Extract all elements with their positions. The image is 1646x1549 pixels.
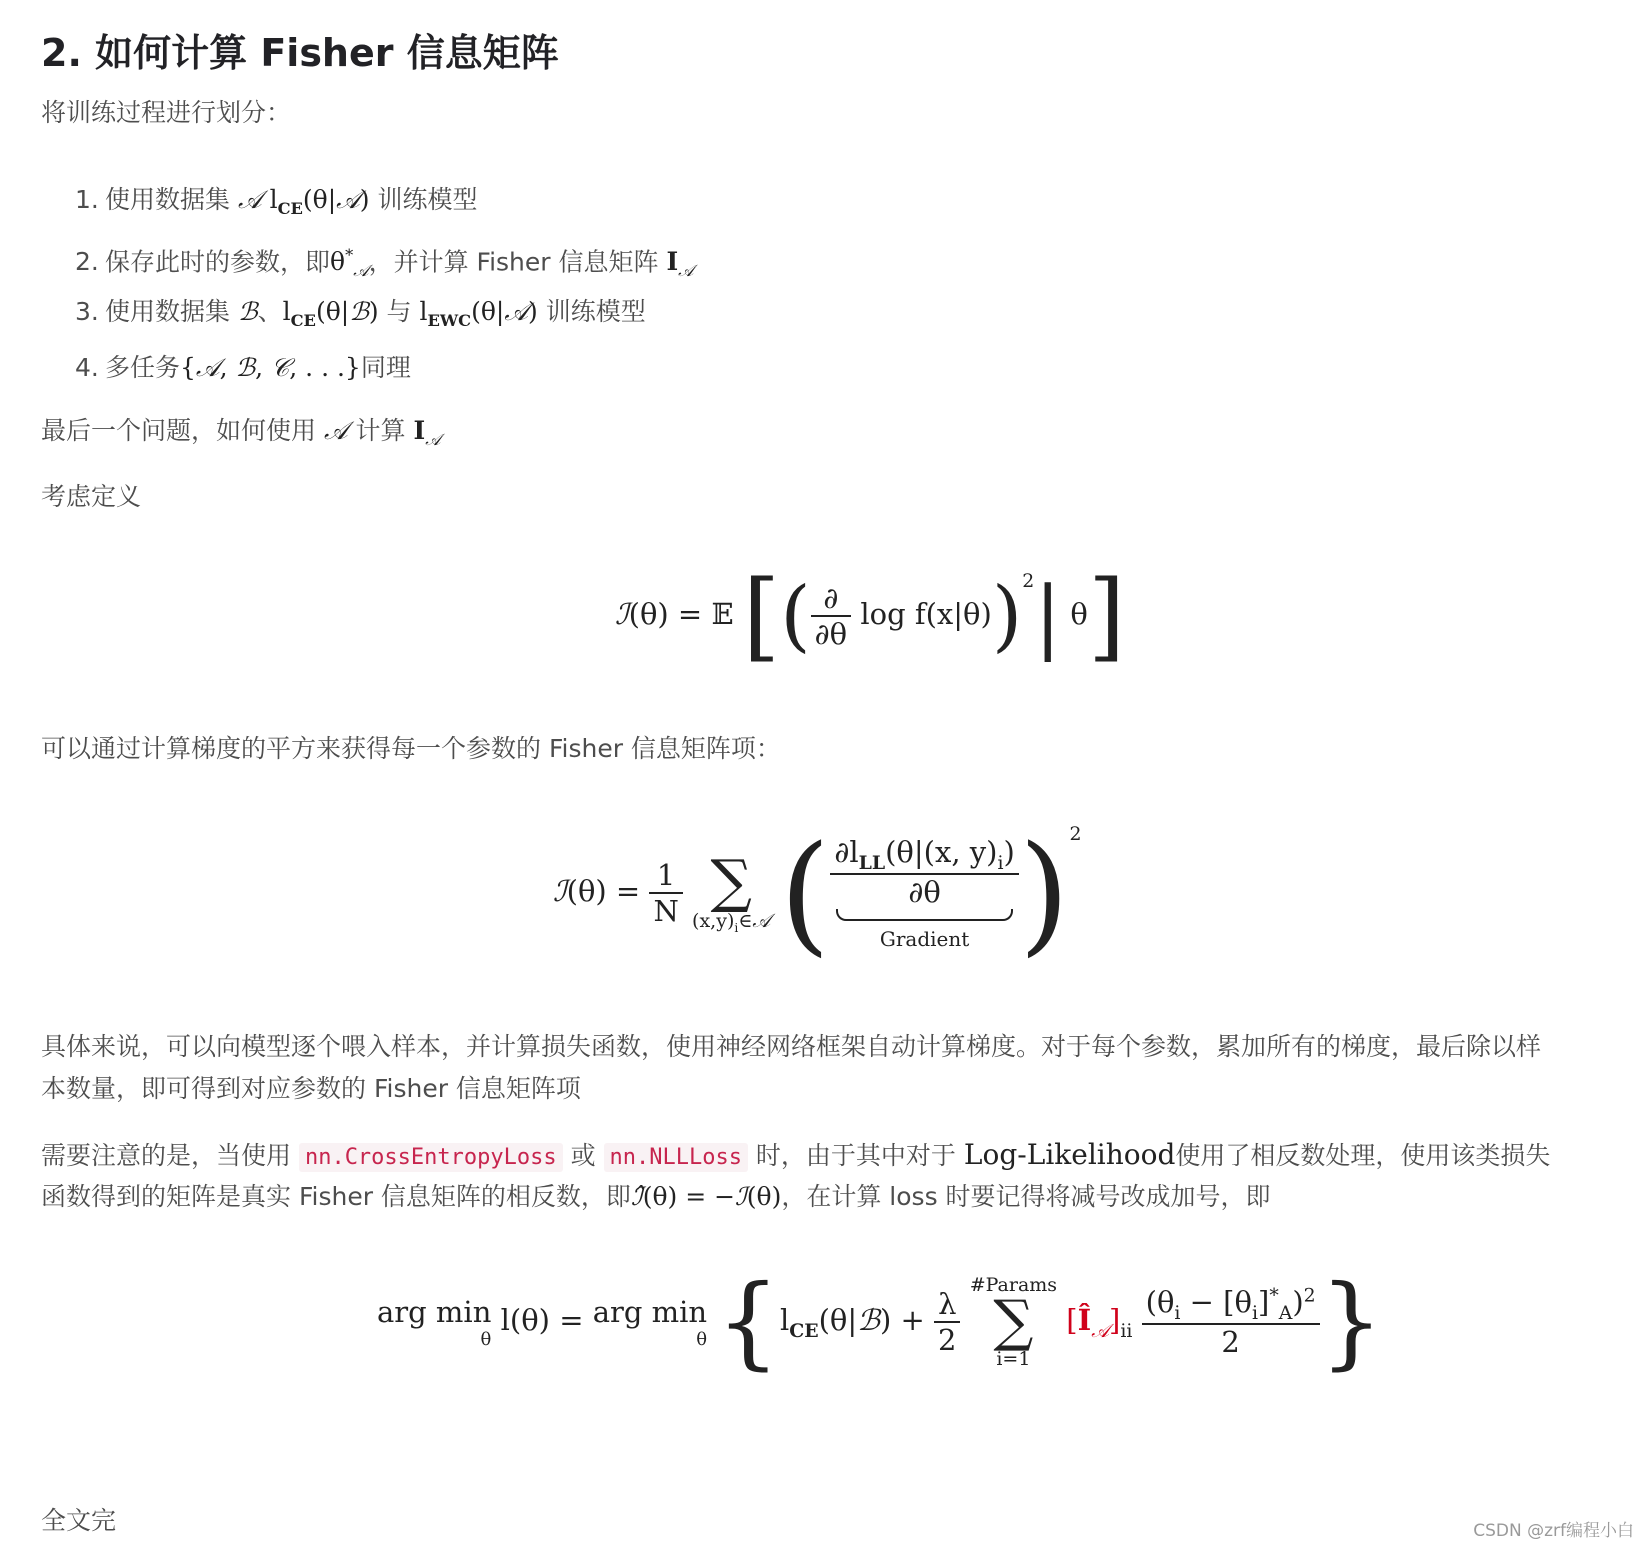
list-item: 1. 使用数据集 𝒜 $l_{CE}(\theta|𝒜)$ 训练模型 (75, 185, 478, 218)
code-nll-loss: nn.NLLLoss (604, 1143, 748, 1172)
specific-text-line-2: 本数量，即可得到对应参数的 Fisher 信息矩阵项 (41, 1074, 581, 1103)
fisher-definition-equation: ℐ(θ) = 𝔼 [( $\frac{\partial}{\partial\theta}$ log f(x|θ))$^2$| θ] (615, 560, 1126, 672)
list-item: 3. 使用数据集 ℬ、$l_{CE}(\theta|ℬ)$ 与 $l_{EWC}(\theta|𝒜)$ 训练模型 (75, 297, 646, 330)
gradient-label: Gradient (879, 927, 970, 952)
squared-gradient-text: 可以通过计算梯度的平方来获得每一个参数的 Fisher 信息矩阵项： (41, 734, 781, 763)
steps-list (75, 172, 694, 396)
list-item: 4. 多任务{𝒜, ℬ, 𝒞, . . .}同理 (75, 353, 411, 382)
section-heading: 2. 如何计算 Fisher 信息矩阵 (41, 31, 559, 75)
note-line-2: 函数得到的矩阵是真实 Fisher 信息矩阵的相反数，即ℐ̂(θ) = −ℐ(θ)，在计算 loss 时要记得将减号改成加号，即 (41, 1182, 1271, 1211)
fisher-estimate-equation: ℐ(θ) = $\frac{1}{N}$ ∑ $(x,y)_i\in 𝒜$ ( $\frac{\partial l_{LL}(\theta|(x, y)_i)}{\partial\theta}$ Gradient )$^2$ (553, 817, 1082, 969)
watermark: CSDN @zrf编程小白 (1473, 1521, 1634, 1541)
consider-text: 考虑定义 (41, 482, 142, 511)
params-label: #Params (969, 1274, 1058, 1296)
ewc-objective-equation: arg min θ l(θ) = arg min θ {$l_{CE}(\theta|ℬ)$ + $\frac{\lambda}{2}$ #Params ∑ i=1 $[Î_𝒜]_{ii}$ $\frac{(\theta_i - [\theta_i]^*_A)^2}{2}$ } (377, 1263, 1384, 1380)
end-text: 全文完 (41, 1506, 117, 1535)
specific-text-line-1: 具体来说，可以向模型逐个喂入样本，并计算损失函数，使用神经网络框架自动计算梯度。对于每个参数，累加所有的梯度，最后除以样 (41, 1032, 1542, 1061)
code-cross-entropy: nn.CrossEntropyLoss (299, 1143, 563, 1172)
list-item: 2. 保存此时的参数，即$\theta^*_𝒜$，并计算 Fisher 信息矩阵 $I_𝒜$ (75, 246, 694, 281)
note-line-1: 需要注意的是，当使用 nn.CrossEntropyLoss 或 nn.NLLLoss 时，由于其中对于 Log-Likelihood使用了相反数处理，使用该类损失 (41, 1138, 1551, 1171)
question-text: 最后一个问题，如何使用 𝒜 计算 $I_𝒜$ (41, 416, 441, 449)
intro-text: 将训练过程进行划分： (41, 98, 292, 127)
